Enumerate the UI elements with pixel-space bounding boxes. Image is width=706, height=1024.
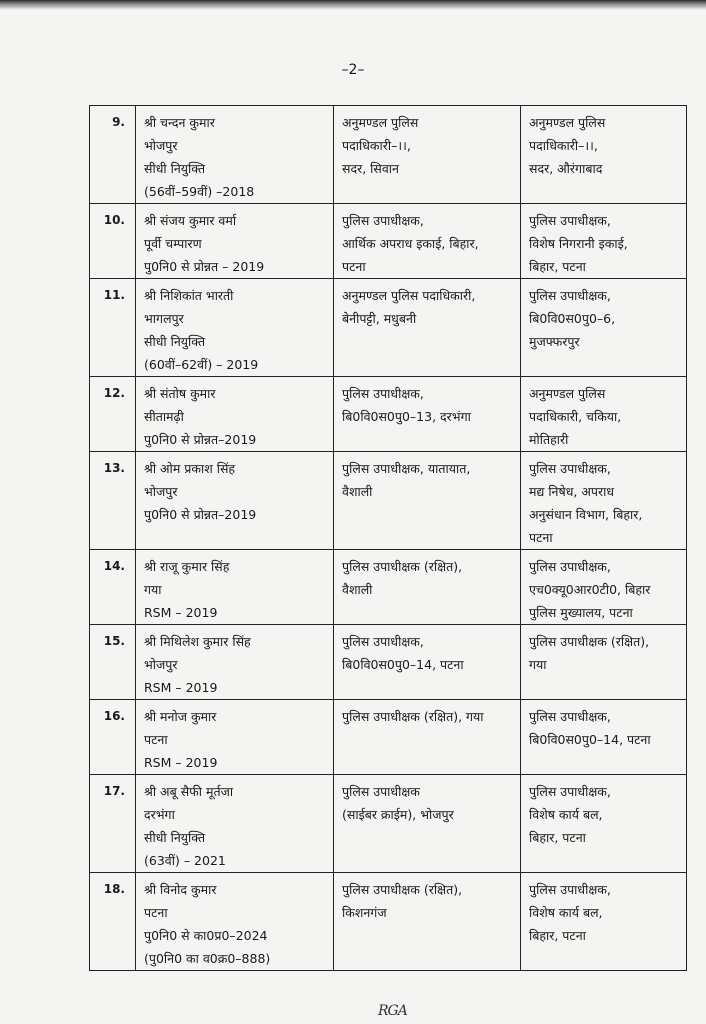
cell-line: विशेष कार्य बल, <box>529 905 603 920</box>
officer-details-cell <box>136 550 334 625</box>
cell-line: पुलिस उपाधीक्षक, <box>342 386 424 401</box>
cell-line: श्री राजू कुमार सिंह <box>144 559 230 574</box>
cell-line: बि0वि0स0पु0–6, <box>529 311 616 326</box>
cell-line: भोजपुर <box>144 138 178 153</box>
new-posting-cell <box>521 550 687 625</box>
cell-line: बि0वि0स0पु0–14, पटना <box>529 732 651 747</box>
new-posting-cell <box>521 204 687 279</box>
officer-details-cell <box>136 377 334 452</box>
cell-line: श्री मनोज कुमार <box>144 709 217 724</box>
new-posting-cell <box>521 452 687 550</box>
table-row <box>90 279 687 377</box>
new-posting-cell <box>521 700 687 775</box>
cell-line: पुलिस मुख्यालय, पटना <box>529 605 633 620</box>
officer-details-cell <box>136 700 334 775</box>
cell-line: पुलिस उपाधीक्षक <box>342 784 420 799</box>
cell-line: पदाधिकारी–।।, <box>529 138 598 153</box>
cell-line: अनुमण्डल पुलिस पदाधिकारी, <box>342 288 476 303</box>
cell-line: पूर्वी चम्पारण <box>144 236 202 251</box>
cell-line: अनुमण्डल पुलिस <box>529 115 606 130</box>
table-row <box>90 625 687 700</box>
table-row <box>90 204 687 279</box>
cell-line: पुलिस उपाधीक्षक, <box>529 461 611 476</box>
page-number: –2– <box>341 62 365 78</box>
officer-details-cell <box>136 279 334 377</box>
table-row <box>90 775 687 873</box>
cell-line: पुलिस उपाधीक्षक (रक्षित), <box>342 882 463 897</box>
new-posting-cell <box>521 625 687 700</box>
cell-line: पुलिस उपाधीक्षक (रक्षित), गया <box>342 709 484 724</box>
cell-line: बिहार, पटना <box>529 830 586 845</box>
cell-line: (60वीं–62वीं) – 2019 <box>144 357 259 372</box>
new-posting-cell <box>521 377 687 452</box>
serial-number: 17. <box>90 775 136 873</box>
cell-line: मोतिहारी <box>529 432 569 447</box>
cell-line: श्री निशिकांत भारती <box>144 288 234 303</box>
cell-line: श्री मिथिलेश कुमार सिंह <box>144 634 251 649</box>
cell-line: (63वीं) – 2021 <box>144 853 226 868</box>
cell-line: विशेष कार्य बल, <box>529 807 603 822</box>
cell-line: पु0नि0 से प्रोन्नत – 2019 <box>144 259 265 274</box>
cell-line: मुजफ्फरपुर <box>529 334 580 349</box>
cell-line: बिहार, पटना <box>529 928 586 943</box>
current-posting-cell <box>334 625 521 700</box>
cell-line: गया <box>144 582 162 597</box>
cell-line: बेनीपट्टी, मधुबनी <box>342 311 417 326</box>
cell-line: पुलिस उपाधीक्षक, <box>342 634 424 649</box>
cell-line: सदर, औरंगाबाद <box>529 161 603 176</box>
cell-line: अनुमण्डल पुलिस <box>342 115 419 130</box>
new-posting-cell <box>521 106 687 204</box>
cell-line: वैशाली <box>342 582 373 597</box>
cell-line: सदर, सिवान <box>342 161 399 176</box>
serial-number: 9. <box>90 106 136 204</box>
cell-line: श्री संजय कुमार वर्मा <box>144 213 237 228</box>
cell-line: पु0नि0 से प्रोन्नत–2019 <box>144 432 257 447</box>
officer-details-cell <box>136 775 334 873</box>
serial-number: 10. <box>90 204 136 279</box>
new-posting-cell <box>521 873 687 971</box>
cell-line: (पु0नि0 का व0क्र0–888) <box>144 951 271 966</box>
cell-line: पटना <box>342 259 366 274</box>
cell-line: (साईबर क्राईम), भोजपुर <box>342 807 454 822</box>
cell-line: सीधी नियुक्ति <box>144 334 206 349</box>
posting-table <box>89 105 687 971</box>
cell-line: पु0नि0 से का0प्र0–2024 <box>144 928 268 943</box>
cell-line: भोजपुर <box>144 484 178 499</box>
cell-line: बि0वि0स0पु0–14, पटना <box>342 657 464 672</box>
signature-initials: RGA <box>378 1003 407 1019</box>
current-posting-cell <box>334 550 521 625</box>
cell-line: RSM – 2019 <box>144 680 218 695</box>
cell-line: सीधी नियुक्ति <box>144 830 206 845</box>
current-posting-cell <box>334 873 521 971</box>
cell-line: सीधी नियुक्ति <box>144 161 206 176</box>
cell-line: पुलिस उपाधीक्षक, <box>529 784 611 799</box>
cell-line: आर्थिक अपराध इकाई, बिहार, <box>342 236 479 251</box>
table-row <box>90 106 687 204</box>
current-posting-cell <box>334 775 521 873</box>
cell-line: पदाधिकारी, चकिया, <box>529 409 622 424</box>
cell-line: बि0वि0स0पु0–13, दरभंगा <box>342 409 471 424</box>
table-row <box>90 377 687 452</box>
cell-line: पुलिस उपाधीक्षक (रक्षित), <box>529 634 650 649</box>
officer-details-cell <box>136 625 334 700</box>
cell-line: भोजपुर <box>144 657 178 672</box>
cell-line: (56वीं–59वीं) –2018 <box>144 184 255 199</box>
current-posting-cell <box>334 204 521 279</box>
cell-line: वैशाली <box>342 484 373 499</box>
cell-line: पुलिस उपाधीक्षक, <box>529 288 611 303</box>
scan-top-edge <box>0 0 706 10</box>
cell-line: अनुसंधान विभाग, बिहार, <box>529 507 643 522</box>
cell-line: भागलपुर <box>144 311 184 326</box>
cell-line: RSM – 2019 <box>144 605 218 620</box>
cell-line: श्री संतोष कुमार <box>144 386 216 401</box>
cell-line: पुलिस उपाधीक्षक, <box>342 213 424 228</box>
serial-number: 14. <box>90 550 136 625</box>
serial-number: 16. <box>90 700 136 775</box>
current-posting-cell <box>334 106 521 204</box>
current-posting-cell <box>334 700 521 775</box>
officer-details-cell <box>136 452 334 550</box>
cell-line: पुलिस उपाधीक्षक, <box>529 882 611 897</box>
serial-number: 18. <box>90 873 136 971</box>
current-posting-cell <box>334 279 521 377</box>
officer-details-cell <box>136 204 334 279</box>
cell-line: पटना <box>144 905 168 920</box>
cell-line: पदाधिकारी–।।, <box>342 138 411 153</box>
table-row <box>90 452 687 550</box>
cell-line: किशनगंज <box>342 905 387 920</box>
cell-line: पुलिस उपाधीक्षक, <box>529 213 611 228</box>
serial-number: 13. <box>90 452 136 550</box>
cell-line: मद्य निषेध, अपराध <box>529 484 615 499</box>
posting-table-body <box>90 106 687 971</box>
cell-line: पटना <box>144 732 168 747</box>
officer-details-cell <box>136 873 334 971</box>
officer-details-cell <box>136 106 334 204</box>
cell-line: श्री अबू सैफी मूर्तजा <box>144 784 234 799</box>
table-row <box>90 550 687 625</box>
cell-line: RSM – 2019 <box>144 755 218 770</box>
cell-line: श्री चन्दन कुमार <box>144 115 215 130</box>
cell-line: पटना <box>529 530 553 545</box>
table-row <box>90 700 687 775</box>
cell-line: पु0नि0 से प्रोन्नत–2019 <box>144 507 257 522</box>
cell-line: दरभंगा <box>144 807 175 822</box>
current-posting-cell <box>334 377 521 452</box>
cell-line: पुलिस उपाधीक्षक, यातायात, <box>342 461 471 476</box>
cell-line: पुलिस उपाधीक्षक (रक्षित), <box>342 559 463 574</box>
current-posting-cell <box>334 452 521 550</box>
table-row <box>90 873 687 971</box>
cell-line: विशेष निगरानी इकाई, <box>529 236 628 251</box>
cell-line: श्री ओम प्रकाश सिंह <box>144 461 236 476</box>
cell-line: गया <box>529 657 547 672</box>
new-posting-cell <box>521 775 687 873</box>
serial-number: 15. <box>90 625 136 700</box>
cell-line: सीतामढ़ी <box>144 409 184 424</box>
cell-line: श्री विनोद कुमार <box>144 882 217 897</box>
cell-line: अनुमण्डल पुलिस <box>529 386 606 401</box>
new-posting-cell <box>521 279 687 377</box>
cell-line: एच0क्यू0आर0टी0, बिहार <box>529 582 651 597</box>
serial-number: 12. <box>90 377 136 452</box>
cell-line: बिहार, पटना <box>529 259 586 274</box>
serial-number: 11. <box>90 279 136 377</box>
cell-line: पुलिस उपाधीक्षक, <box>529 559 611 574</box>
cell-line: पुलिस उपाधीक्षक, <box>529 709 611 724</box>
